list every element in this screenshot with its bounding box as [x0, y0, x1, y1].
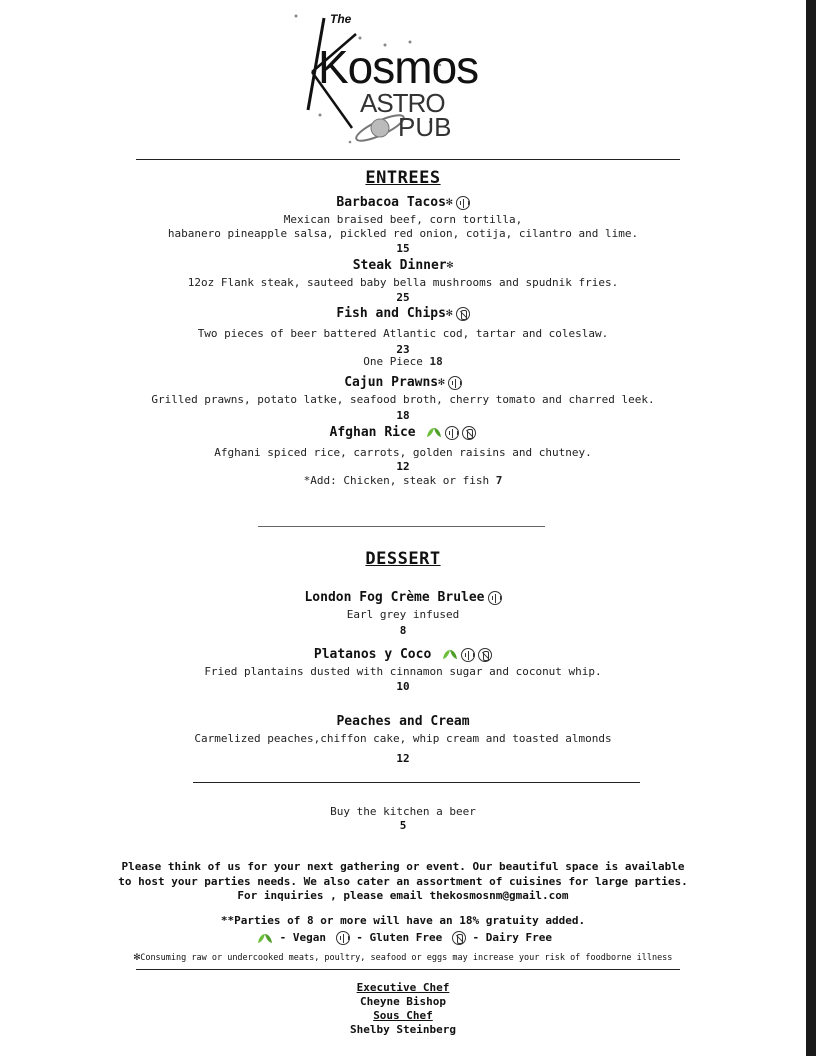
gluten-free-icon [448, 376, 462, 390]
logo-pub: PUB [398, 112, 452, 142]
gluten-free-icon [456, 196, 470, 210]
mid-divider [258, 526, 545, 527]
logo-main: Kosmos [318, 41, 479, 93]
logo-astro: ASTRO [360, 88, 445, 118]
vegan-leaf-icon [426, 427, 442, 438]
logo-the: The [330, 12, 352, 26]
gratuity-note: **Parties of 8 or more will have an 18% gratuity added. [220, 914, 586, 927]
item-desc: Earl grey infused [346, 608, 460, 621]
item-name: Peaches and Cream [336, 714, 470, 729]
warning-text: Consuming raw or undercooked meats, poultry, seafood or eggs may increase your risk of foodborne illness [140, 953, 673, 963]
kosmos-logo [290, 10, 490, 150]
dairy-free-icon [478, 648, 492, 662]
alt-price: 18 [429, 355, 443, 368]
item-name: Fish and Chips [336, 306, 446, 321]
raw-warning-star: ✻ [133, 950, 141, 963]
item-desc-2: habanero pineapple salsa, pickled red onion, cotija, cilantro and lime. [167, 227, 639, 240]
legend-vegan: - Vegan [279, 931, 326, 944]
item-desc: Afghani spiced rice, carrots, golden raisins and chutney. [214, 446, 592, 459]
addon-price: 7 [495, 474, 503, 487]
item-price: 25 [396, 291, 410, 304]
dairy-free-icon [462, 426, 476, 440]
item-alt-option [0, 355, 806, 368]
menu-item-peaches-and-cream [0, 714, 806, 729]
bottom-divider [136, 969, 680, 970]
events-line-1: Please think of us for your next gathering or event. Our beautiful space is available [121, 860, 685, 873]
right-edge-bar [806, 0, 816, 1056]
item-name: Platanos y Coco [313, 647, 432, 662]
menu-item-platanos-y-coco [0, 647, 806, 662]
addon-label: *Add: Chicken, steak or fish [303, 474, 490, 487]
alt-label: One Piece [363, 355, 423, 368]
gluten-free-icon [445, 426, 459, 440]
raw-warning-star: ✻ [446, 258, 454, 271]
gluten-free-icon [488, 591, 502, 605]
item-desc: Two pieces of beer battered Atlantic cod, tartar and coleslaw. [197, 327, 609, 340]
item-name: Barbacoa Tacos [336, 195, 446, 210]
vegan-leaf-icon [257, 933, 273, 944]
gluten-free-icon [461, 648, 475, 662]
events-line-2: to host your parties needs. We also cater an assortment of cuisines for large parties. [118, 875, 688, 888]
item-price: 12 [396, 460, 410, 473]
diet-legend [0, 931, 806, 945]
item-name: London Fog Crème Brulee [304, 590, 485, 605]
events-line-3: For inquiries , please email thekosmosnm@gmail.com [237, 889, 569, 902]
sous-chef-title: Sous Chef [373, 1009, 433, 1022]
menu-item-barbacoa-tacos [0, 195, 806, 210]
item-desc: Grilled prawns, potato latke, seafood broth, cherry tomato and charred leek. [151, 393, 655, 406]
top-divider [136, 159, 680, 160]
raw-warning-star: ✻ [438, 375, 445, 388]
dessert-heading: DESSERT [365, 549, 441, 569]
item-price: 10 [396, 680, 410, 693]
exec-chef-title: Executive Chef [356, 981, 450, 994]
vegan-leaf-icon [442, 649, 458, 660]
item-desc: 12oz Flank steak, sauteed baby bella mushrooms and spudnik fries. [187, 276, 619, 289]
item-name: Steak Dinner [352, 258, 447, 273]
raw-warning-star: ✻ [445, 306, 453, 319]
raw-food-warning [0, 950, 806, 963]
item-price: 18 [396, 409, 410, 422]
item-price: 8 [399, 624, 407, 637]
dairy-free-icon [456, 307, 470, 321]
gluten-free-icon [336, 931, 350, 945]
legend-gluten-free: - Gluten Free [356, 931, 443, 944]
dessert-divider [193, 782, 640, 783]
item-name: Cajun Prawns [344, 375, 439, 390]
exec-chef-name: Cheyne Bishop [359, 995, 447, 1008]
item-desc: Mexican braised beef, corn tortilla, [283, 213, 523, 226]
beer-label: Buy the kitchen a beer [330, 805, 476, 818]
item-price: 12 [396, 752, 410, 765]
item-price: 23 [396, 343, 410, 356]
legend-dairy-free: - Dairy Free [472, 931, 553, 944]
item-name: Afghan Rice [329, 425, 416, 440]
item-desc: Fried plantains dusted with cinnamon sugar and coconut whip. [204, 665, 602, 678]
raw-warning-star: ✻ [445, 195, 453, 208]
menu-item-london-fog-creme-brulee [0, 590, 806, 605]
menu-item-cajun-prawns [0, 375, 806, 390]
item-addon [0, 474, 806, 487]
item-desc: Carmelized peaches,chiffon cake, whip cream and toasted almonds [194, 732, 612, 745]
entrees-heading: ENTREES [365, 168, 441, 188]
dairy-free-icon [452, 931, 466, 945]
menu-item-afghan-rice [0, 425, 806, 440]
menu-item-fish-and-chips [0, 306, 806, 321]
sous-chef-name: Shelby Steinberg [350, 1023, 456, 1036]
item-price: 15 [396, 242, 410, 255]
beer-price: 5 [399, 819, 407, 832]
menu-item-steak-dinner [0, 258, 806, 273]
